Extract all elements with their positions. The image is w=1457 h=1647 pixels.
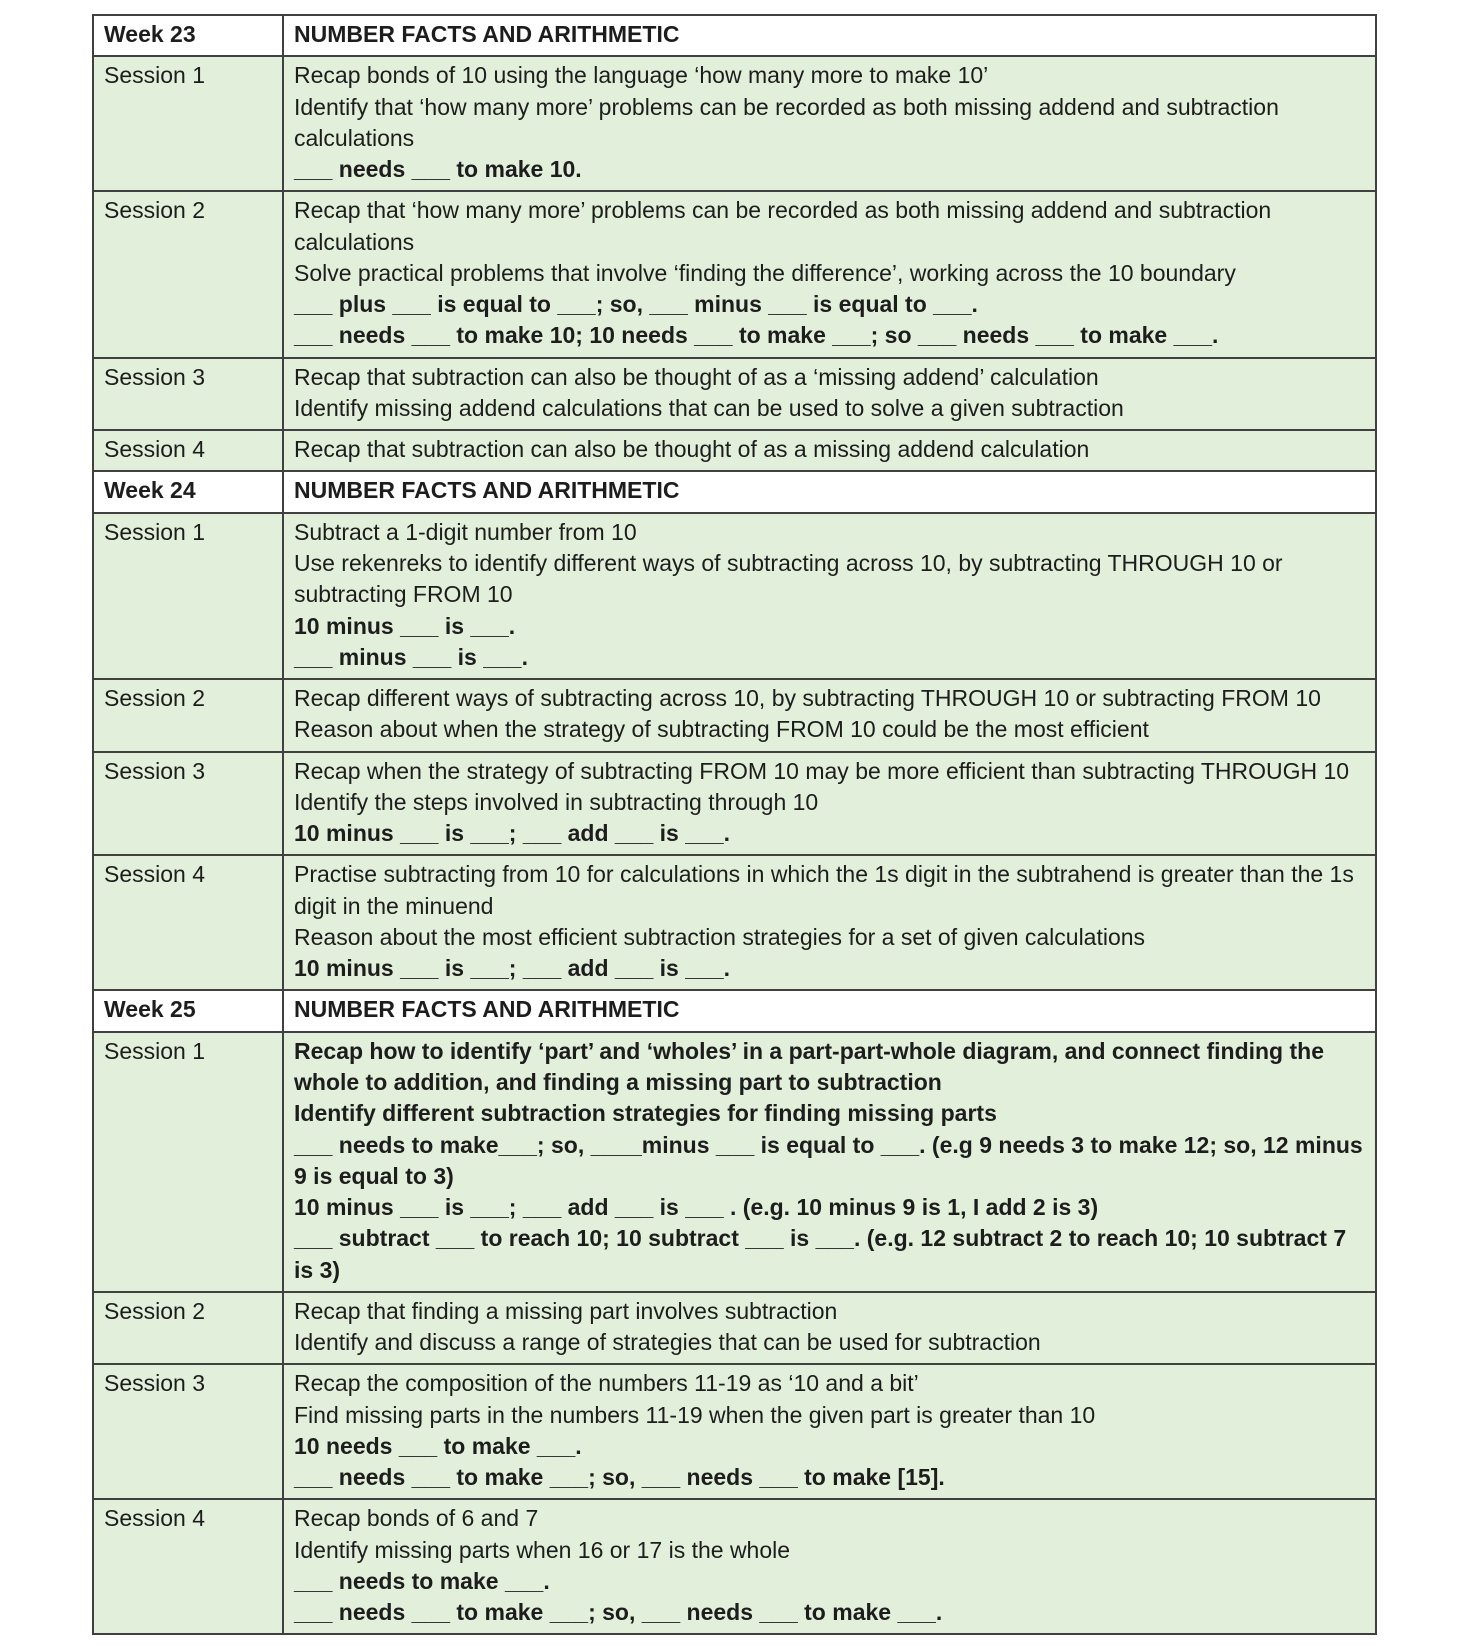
stem-sentence: 10 minus ___ is ___; ___ add ___ is ___. (294, 955, 731, 982)
session-content (283, 1292, 1376, 1365)
session-content (283, 430, 1376, 471)
objective-text: Recap when the strategy of subtracting FROM 10 may be more efficient than subtracting THROUGH 10 (294, 757, 1350, 784)
objective-text: Identify that ‘how many more’ problems can be recorded as both missing addend and subtraction calculations (294, 93, 1279, 151)
session-label: Session 3 (93, 752, 283, 856)
session-row (93, 1499, 1376, 1634)
week-label: Week 23 (93, 15, 283, 56)
stem-sentence: ___ needs to make___; so, ____minus ___ is equal to ___. (e.g 9 needs 3 to make 12; so, 12 minus 9 is equal to 3) (294, 1131, 1363, 1189)
objective-text: Recap different ways of subtracting across 10, by subtracting THROUGH 10 or subtracting FROM 10 (294, 685, 1321, 712)
objective-text: Identify the steps involved in subtracting through 10 (294, 788, 819, 815)
stem-sentence: 10 needs ___ to make ___. (294, 1432, 582, 1459)
week-header-row (93, 471, 1376, 512)
objective-text: Recap the composition of the numbers 11-19 as ‘10 and a bit’ (294, 1370, 919, 1397)
week-header-row (93, 15, 1376, 56)
session-label: Session 1 (93, 56, 283, 191)
session-content (283, 513, 1376, 679)
session-content (283, 679, 1376, 752)
objective-text: Recap that ‘how many more’ problems can be recorded as both missing addend and subtraction calculations (294, 197, 1272, 255)
stem-sentence: Identify different subtraction strategies for finding missing parts (294, 1100, 997, 1127)
stem-sentence: 10 minus ___ is ___. (294, 612, 516, 639)
session-label: Session 2 (93, 1292, 283, 1365)
session-label: Session 3 (93, 1364, 283, 1499)
session-label: Session 2 (93, 191, 283, 357)
week-label: Week 24 (93, 471, 283, 512)
session-row (93, 358, 1376, 431)
session-content (283, 1499, 1376, 1634)
week-title: NUMBER FACTS AND ARITHMETIC (283, 15, 1376, 56)
session-content (283, 855, 1376, 990)
objective-text: Use rekenreks to identify different ways of subtracting across 10, by subtracting THROUGH 10 or subtracting FROM 10 (294, 549, 1283, 608)
stem-sentence: ___ needs ___ to make ___; so, ___ needs ___ to make [15]. (294, 1464, 945, 1491)
session-row (93, 752, 1376, 856)
objective-text: Recap that subtraction can also be thought of as a missing addend calculation (294, 436, 1090, 463)
scheme-of-work-table (92, 14, 1377, 1635)
stem-sentence: ___ needs ___ to make 10. (294, 156, 582, 183)
stem-sentence: 10 minus ___ is ___; ___ add ___ is ___ . (e.g. 10 minus 9 is 1, I add 2 is 3) (294, 1194, 1099, 1221)
objective-text: Practise subtracting from 10 for calculations in which the 1s digit in the subtrahend is greater than the 1s digit in the minuend (294, 861, 1354, 919)
session-row (93, 855, 1376, 990)
week-header-row (93, 990, 1376, 1031)
session-row (93, 1032, 1376, 1292)
session-content (283, 191, 1376, 357)
objective-text: Recap bonds of 6 and 7 (294, 1505, 539, 1532)
session-label: Session 4 (93, 430, 283, 471)
session-row (93, 1364, 1376, 1499)
session-row (93, 430, 1376, 471)
stem-sentence: ___ plus ___ is equal to ___; so, ___ minus ___ is equal to ___. (294, 291, 978, 318)
stem-sentence: ___ subtract ___ to reach 10; 10 subtract ___ is ___. (e.g. 12 subtract 2 to reach 10; 10 subtract 7 is 3) (294, 1225, 1347, 1283)
session-label: Session 4 (93, 1499, 283, 1634)
stem-sentence: ___ needs to make ___. (294, 1567, 550, 1594)
session-content (283, 358, 1376, 431)
session-row (93, 56, 1376, 191)
session-content (283, 752, 1376, 856)
objective-text: Solve practical problems that involve ‘finding the difference’, working across the 10 boundary (294, 259, 1236, 286)
session-label: Session 3 (93, 358, 283, 431)
session-content (283, 1032, 1376, 1292)
stem-sentence: ___ minus ___ is ___. (294, 643, 528, 670)
session-row (93, 191, 1376, 357)
objective-text: Identify missing addend calculations that can be used to solve a given subtraction (294, 394, 1124, 421)
week-title: NUMBER FACTS AND ARITHMETIC (283, 990, 1376, 1031)
session-content (283, 56, 1376, 191)
stem-sentence: Recap how to identify ‘part’ and ‘wholes’ in a part-part-whole diagram, and connect finding the whole to addition, and finding a missing part to subtraction (294, 1037, 1324, 1095)
session-content (283, 1364, 1376, 1499)
objective-text: Recap bonds of 10 using the language ‘how many more to make 10’ (294, 62, 989, 89)
objective-text: Subtract a 1-digit number from 10 (294, 518, 637, 545)
session-label: Session 2 (93, 679, 283, 752)
session-row (93, 513, 1376, 679)
session-label: Session 4 (93, 855, 283, 990)
objective-text: Recap that finding a missing part involves subtraction (294, 1297, 838, 1324)
table-body (93, 15, 1376, 1634)
stem-sentence: ___ needs ___ to make ___; so, ___ needs ___ to make ___. (294, 1599, 943, 1626)
objective-text: Recap that subtraction can also be thought of as a ‘missing addend’ calculation (294, 363, 1099, 390)
session-row (93, 679, 1376, 752)
session-label: Session 1 (93, 1032, 283, 1292)
session-row (93, 1292, 1376, 1365)
week-title: NUMBER FACTS AND ARITHMETIC (283, 471, 1376, 512)
stem-sentence: 10 minus ___ is ___; ___ add ___ is ___. (294, 820, 731, 847)
stem-sentence: ___ needs ___ to make 10; 10 needs ___ to make ___; so ___ needs ___ to make ___. (294, 322, 1219, 349)
objective-text: Find missing parts in the numbers 11-19 when the given part is greater than 10 (294, 1401, 1096, 1428)
objective-text: Reason about the most efficient subtraction strategies for a set of given calculations (294, 923, 1146, 950)
week-label: Week 25 (93, 990, 283, 1031)
objective-text: Identify and discuss a range of strategies that can be used for subtraction (294, 1329, 1041, 1356)
objective-text: Identify missing parts when 16 or 17 is the whole (294, 1536, 791, 1563)
objective-text: Reason about when the strategy of subtracting FROM 10 could be the most efficient (294, 716, 1149, 743)
session-label: Session 1 (93, 513, 283, 679)
